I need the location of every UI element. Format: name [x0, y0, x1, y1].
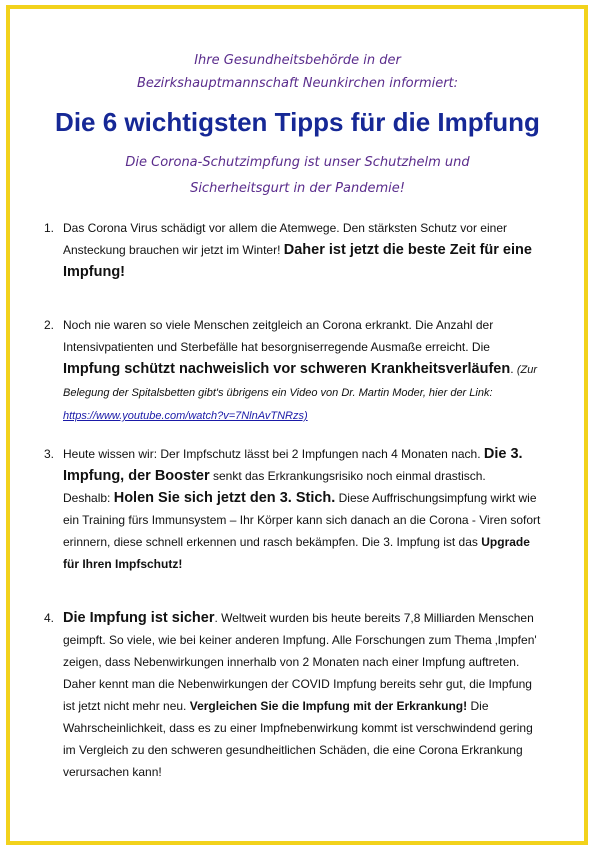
tip-number: 2. [44, 318, 55, 332]
tip-emphasis: Die Impfung ist sicher [63, 610, 215, 626]
tip-body [63, 607, 544, 783]
subtitle-line-2: Sicherheitsgurt in der Pandemie! [190, 181, 405, 196]
tip-number: 3. [44, 447, 55, 461]
page-title: Die 6 wichtigsten Tipps für die Impfung [55, 107, 540, 137]
tip-note: (Zur Belegung der Spitalsbetten gibt's übrigens ein Video von Dr. Martin Moder, hier der Link: [63, 364, 538, 399]
tip-body [63, 314, 544, 427]
tip-body [63, 443, 544, 575]
tip-text: Diese Auffrischungsimpfung wirkt wie ein Training fürs Immunsystem – Ihr Körper kann sich danach an die Corona - Viren sofort erinnern, diese schnell erkennen und rasch bekämpfen. Die 3. Impfung ist das [63, 491, 541, 549]
tip-text: . Weltweit wurden bis heute bereits 7,8 Milliarden Menschen geimpft. So viele, wie bei keiner anderen Impfung. Alle Forschungen zum Thema ‚Impfen' zeigen, dass Nebenwirkungen innerhalb von 2 Monaten nach einer Impfung auftreten. Daher kennt man die Nebenwirkungen der COVID Impfung bereits sehr gut, die Impfung ist jetzt nicht mehr neu. [63, 611, 537, 713]
tip-emphasis: Vergleichen Sie die Impfung mit der Erkrankung! [189, 699, 468, 713]
tip-text: . [510, 362, 514, 376]
tip-text: Noch nie waren so viele Menschen zeitgleich an Corona erkrankt. Die Anzahl der Intensivpatienten und Sterbefälle hat besorgniserregende Ausmaße erreicht. Die [63, 318, 494, 354]
intro-text [0, 49, 595, 95]
tip-number: 4. [44, 611, 55, 625]
tip-text: Deshalb: [63, 491, 111, 505]
tip-3 [44, 443, 544, 575]
tip-body [63, 217, 544, 283]
youtube-link[interactable]: https://www.youtube.com/watch?v=7NlnAvTNRzs) [63, 410, 308, 422]
tip-emphasis: Impfung schützt nachweislich vor schweren Krankheitsverläufen [63, 361, 511, 377]
tip-1 [44, 217, 544, 283]
tip-emphasis: Die 3. Impfung, der Booster [63, 446, 523, 484]
tip-2 [44, 314, 544, 427]
intro-line-1: Ihre Gesundheitsbehörde in der [194, 53, 401, 68]
tip-4 [44, 607, 544, 783]
tip-emphasis: Daher ist jetzt die beste Zeit für eine Impfung! [63, 242, 532, 280]
intro-line-2: Bezirkshauptmannschaft Neunkirchen informiert: [136, 76, 459, 91]
tip-emphasis: Holen Sie sich jetzt den 3. Stich. [113, 490, 336, 506]
tip-number: 1. [44, 221, 55, 235]
tip-text: senkt das Erkrankungsrisiko noch einmal drastisch. [212, 469, 486, 483]
tip-text: Die Wahrscheinlichkeit, dass es zu einer Impfnebenwirkung kommt ist verschwindend gering im Vergleich zu den schweren gesundheitlichen Schäden, die eine Corona Erkrankung verursachen kann! [63, 699, 533, 779]
tip-text: Das Corona Virus schädigt vor allem die Atemwege. Den stärksten Schutz vor einer Ansteckung brauchen wir jetzt im Winter! [63, 221, 507, 257]
tip-emphasis: Upgrade für Ihren Impfschutz! [63, 535, 530, 571]
subtitle-line-1: Die Corona-Schutzimpfung ist unser Schutzhelm und [125, 155, 470, 170]
tip-text: Heute wissen wir: Der Impfschutz lässt bei 2 Impfungen nach 4 Monaten nach. [63, 447, 481, 461]
subtitle [0, 150, 595, 202]
